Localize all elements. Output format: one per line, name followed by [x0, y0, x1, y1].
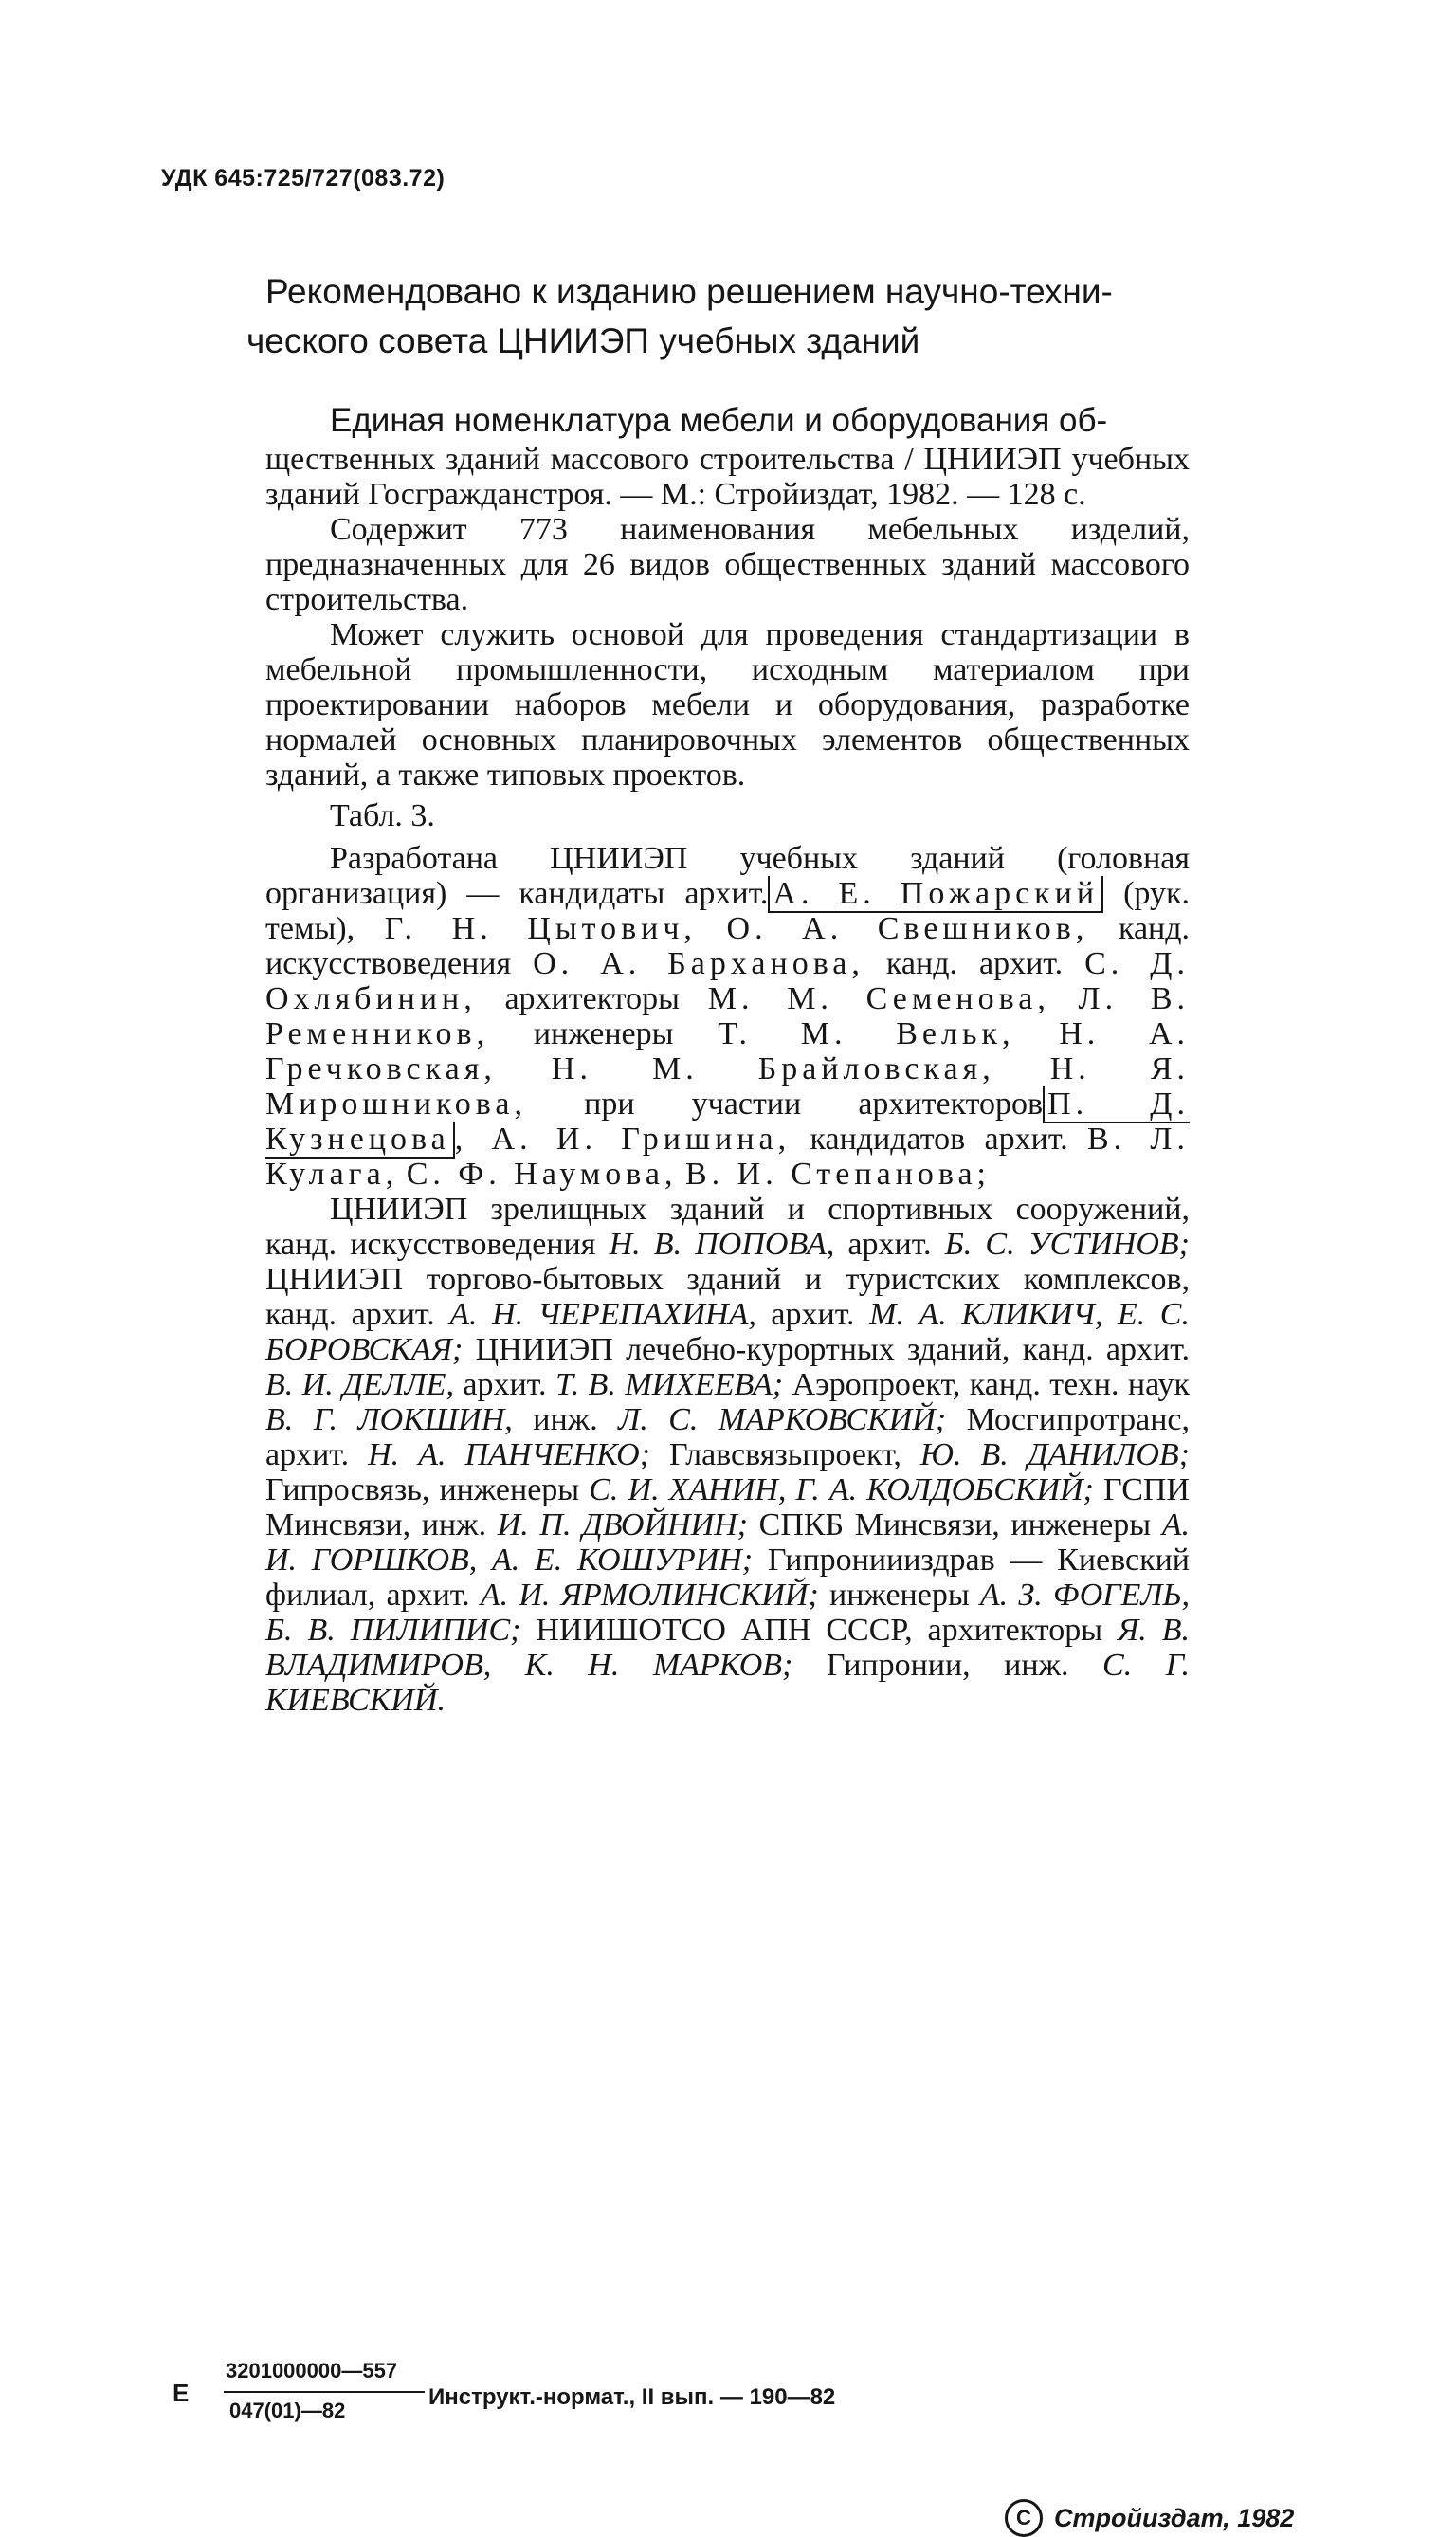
contributor-organization: инж.: [512, 1402, 619, 1437]
contributor-name: А. З. ФОГЕЛЬ, Б. В. ПИЛИПИС;: [265, 1578, 1190, 1648]
contributors-paragraph: [265, 1192, 1190, 1718]
author-barkhanova: О. А. Барханова,: [533, 946, 864, 981]
contributor-organization: ЦНИИЭП торгово-бытовых зданий и туристских комплексов, канд. архит.: [265, 1262, 1190, 1332]
contributor-organization: инженеры: [818, 1578, 980, 1613]
author-grechkovskaya: Н. А. Гречковская,: [265, 1016, 1191, 1086]
degree-arch: канд. архит.: [885, 946, 1064, 981]
contributor-name: Т. В. МИХЕЕВА;: [555, 1367, 784, 1402]
author-remennikov: Л. В. Ременников,: [265, 981, 1190, 1051]
author-braylovskaya: Н. М. Брайловская,: [551, 1051, 995, 1086]
contributor-name: Б. С. УСТИНОВ;: [944, 1227, 1191, 1262]
author-pozharsky-framed: А. Е. Пожарский: [768, 876, 1103, 913]
contributor-name: С. И. ХАНИН, Г. А. КОЛДОБСКИЙ;: [589, 1472, 1094, 1507]
contributor-organization: Гипрониииздрав — Киевский филиал, архит.: [265, 1542, 1190, 1613]
author-grishina: , А. И. Гришина,: [454, 1122, 792, 1157]
instruction-code: Инструкт.-нормат., II вып. — 190—82: [428, 2384, 836, 2410]
contributor-organization: ЦНИИЭП лечебно-курортных зданий, канд. архит.: [463, 1332, 1190, 1367]
authors-intro: Разработана ЦНИИЭП учебных зданий (головная организация) — кандидаты архит.: [265, 841, 1190, 911]
degree-art: канд. искусствоведения: [265, 911, 1191, 981]
copyright-line: [1005, 2499, 1294, 2537]
role-architects: архитекторы: [504, 981, 681, 1016]
bibliographic-title: Единая номенклатура мебели и оборудования об-: [330, 402, 1108, 439]
author-miroshnikova: Н. Я. Мирошникова,: [265, 1051, 1191, 1122]
recommendation-line-1: Рекомендовано к изданию решением научно-техни-: [265, 272, 1113, 311]
contributor-name: Л. С. МАРКОВСКИЙ;: [618, 1402, 947, 1437]
author-role: (рук. темы),: [265, 876, 1190, 946]
contributor-organization: архит.: [453, 1367, 555, 1402]
recommendation-note: [246, 267, 1194, 366]
contributor-organization: Аэропроект, канд. техн. наук: [783, 1367, 1190, 1402]
contributor-organization: ГСПИ Минсвязи, инж.: [265, 1472, 1190, 1542]
contributor-name: Я. В. ВЛАДИМИРОВ, К. Н. МАРКОВ;: [265, 1613, 1190, 1683]
contributor-name: Н. В. ПОПОВА,: [609, 1227, 835, 1262]
author-semenova: М. М. Семенова,: [707, 981, 1050, 1016]
author-kuznetsova-framed: П. Д. Кузнецова: [265, 1086, 1190, 1157]
recommendation-line-2: ческого совета ЦНИИЭП учебных зданий: [246, 321, 920, 360]
contributor-name: А. И. ГОРШКОВ, А. Е. КОШУРИН;: [265, 1507, 1190, 1578]
index-denominator: 047(01)—82: [229, 2399, 346, 2422]
annotation-block: [265, 402, 1190, 1718]
bibliographic-details: щественных зданий массового строительства / ЦНИИЭП учебных зданий Госгражданстроя. — М.: Стройиздат, 1982. — 128 с.: [265, 442, 1190, 512]
contributor-name: А. Н. ЧЕРЕПАХИНА,: [449, 1297, 756, 1332]
author-kulaga: В. Л. Кулага,: [265, 1122, 1190, 1192]
contributor-name: В. Г. ЛОКШИН,: [265, 1402, 513, 1437]
index-numerator: 3201000000—557: [226, 2359, 398, 2382]
role-engineers: инженеры: [533, 1016, 674, 1051]
participation-note: при участии архитекторов: [584, 1086, 1044, 1122]
contributor-name: И. П. ДВОЙНИН;: [497, 1507, 749, 1542]
contributor-name: В. И. ДЕЛЛЕ,: [265, 1367, 454, 1402]
author-stepanova: В. И. Степанова;: [684, 1157, 992, 1192]
contributor-name: А. И. ЯРМОЛИНСКИЙ;: [480, 1578, 819, 1613]
contributor-organization: НИИШОТСО АПН СССР, архитекторы: [520, 1613, 1118, 1648]
contributor-organization: архит.: [755, 1297, 870, 1332]
udk-code: УДК 645:725/727(083.72): [161, 165, 446, 192]
purpose-paragraph: Может служить основой для проведения стандартизации в мебельной промышленности, исходным материалом при проектировании наборов мебели и оборудования, разработке нормалей основных планировочных элементов общественных зданий, а также типовых проектов.: [265, 617, 1190, 793]
author-tsytovich: Г. Н. Цытович,: [384, 911, 697, 946]
author-okhlyabinin: С. Д. Охлябинин,: [265, 946, 1191, 1016]
copyright-icon: C: [1005, 2499, 1043, 2537]
contributor-organization: Главсвязьпроект,: [649, 1437, 920, 1472]
authors-paragraph: [265, 841, 1190, 1192]
contents-paragraph: Содержит 773 наименования мебельных изделий, предназначенных для 26 видов общественных зданий массового строительства.: [265, 512, 1190, 617]
catalog-index-fraction: [224, 2359, 425, 2423]
contributor-organization: архит.: [834, 1227, 945, 1262]
author-velk: Т. М. Вельк,: [718, 1016, 1015, 1051]
catalog-letter: Е: [173, 2379, 190, 2407]
tables-count: Табл. 3.: [330, 798, 435, 833]
contributor-organization: Гипронии, инж.: [792, 1648, 1103, 1683]
contributor-name: М. А. КЛИКИЧ, Е. С. БОРОВСКАЯ;: [265, 1297, 1190, 1367]
contributor-name: С. Г. КИЕВСКИЙ.: [265, 1648, 1190, 1718]
degree-candidates: кандидатов архит.: [810, 1122, 1068, 1157]
contributor-name: Н. А. ПАНЧЕНКО;: [368, 1437, 650, 1472]
author-naumova: С. Ф. Наумова,: [406, 1157, 678, 1192]
fraction-bar: [224, 2391, 425, 2393]
publisher-year: Стройиздат, 1982: [1054, 2503, 1295, 2532]
contributor-organization: Мосгипротранс, архит.: [265, 1402, 1190, 1472]
contributor-organization: СПКБ Минсвязи, инженеры: [748, 1507, 1162, 1542]
contributor-organization: ЦНИИЭП зрелищных зданий и спортивных сооружений, канд. искусствоведения: [265, 1192, 1190, 1262]
author-sveshnikov: О. А. Свешников,: [726, 911, 1089, 946]
contributor-organization: Гипросвязь, инженеры: [265, 1472, 590, 1507]
contributor-name: Ю. В. ДАНИЛОВ;: [919, 1437, 1191, 1472]
